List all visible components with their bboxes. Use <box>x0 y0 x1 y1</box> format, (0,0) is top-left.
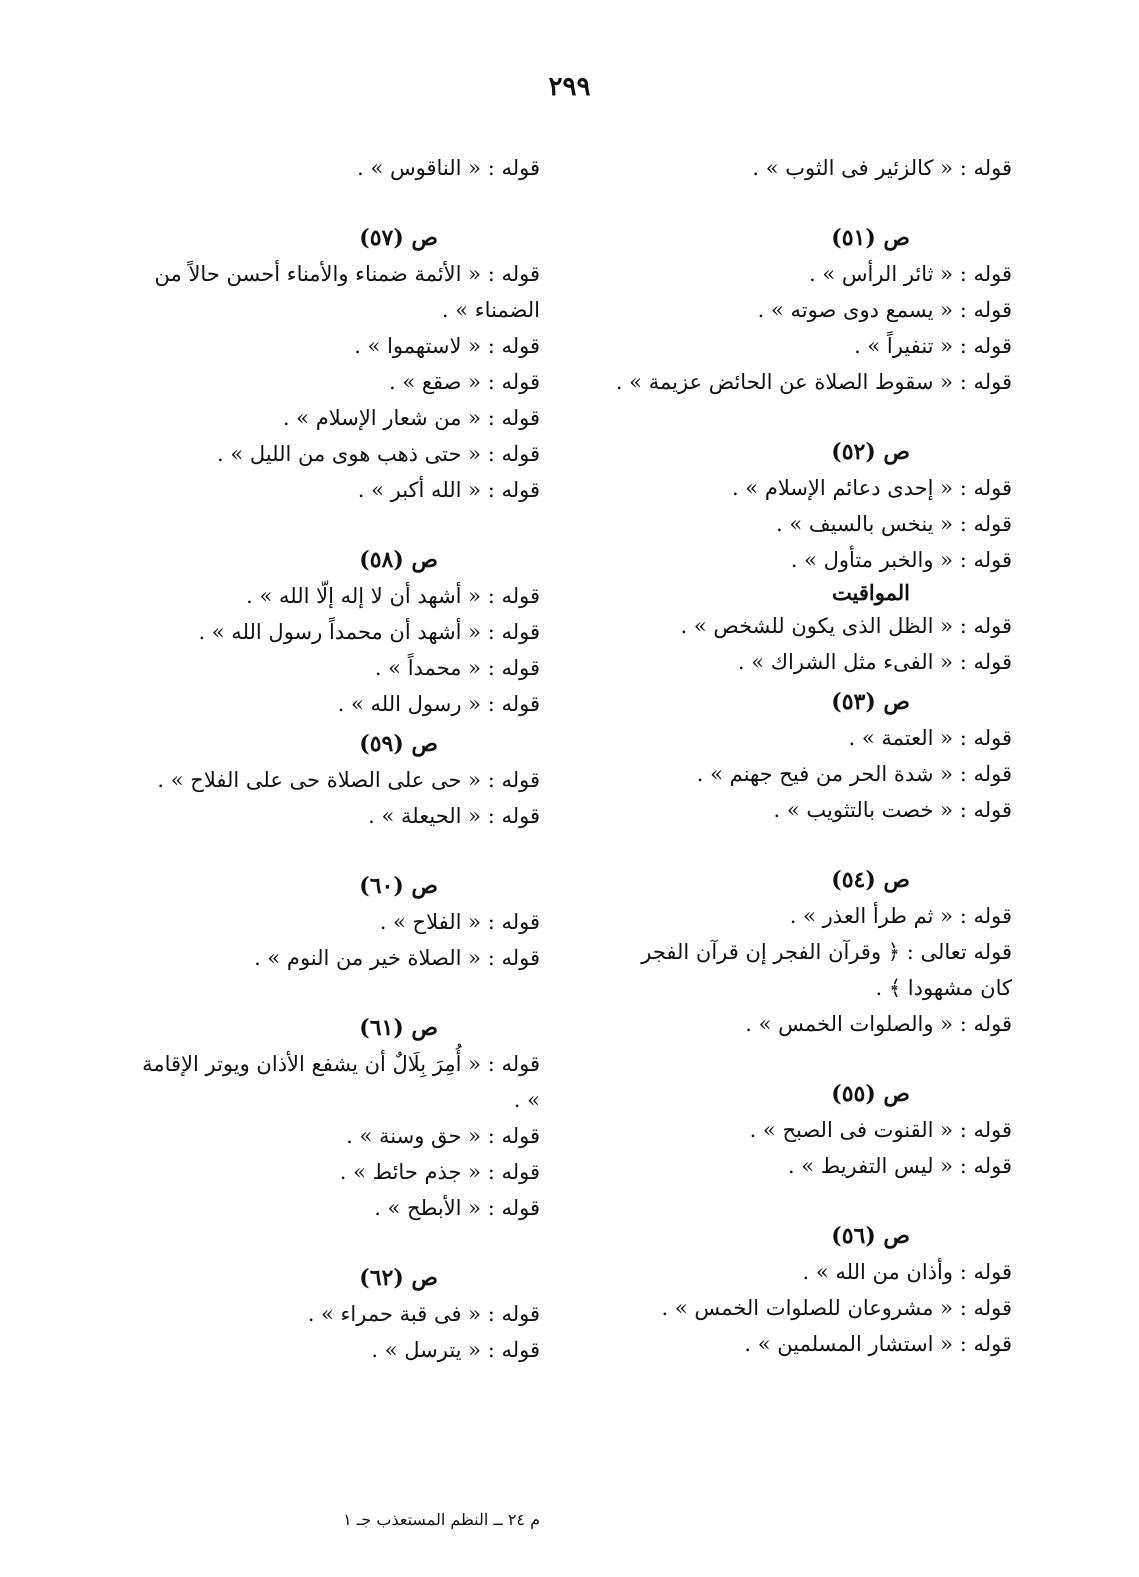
entry-line: قوله : « شدة الحر من فيح جهنم » . <box>696 762 1012 786</box>
entry-line: قوله : « استشار المسلمين » . <box>744 1332 1012 1356</box>
section-heading: ص (٥٥) <box>831 1081 910 1107</box>
entry-line: قوله : « سقوط الصلاة عن الحائض عزيمة » . <box>615 370 1012 394</box>
section-heading: ص (٥٨) <box>359 547 438 573</box>
entry-line: قوله : « ثم طرأ العذر » . <box>789 904 1012 928</box>
section-heading: ص (٦١) <box>359 1015 438 1041</box>
section-heading: ص (٥٩) <box>359 731 438 757</box>
entry-line: قوله : « حتى ذهب هوى من الليل » . <box>217 442 540 466</box>
entry-line: قوله : « رسول الله » . <box>337 692 540 716</box>
entry-line: قوله : « القنوت فى الصبح » . <box>749 1118 1012 1142</box>
entry-line: قوله : « الظل الذى يكون للشخص » . <box>680 614 1012 638</box>
entry-line: قوله : « محمداً » . <box>374 656 540 680</box>
entry-line: قوله تعالى : ﴿ وقرآن الفجر إن قرآن الفجر كان مشهودا ﴾ . <box>641 940 1012 1000</box>
entry-line: قوله : « الحيعلة » . <box>368 804 540 828</box>
entry-line: قوله : « أشهد أن محمداً رسول الله » . <box>198 620 540 644</box>
entry-line: قوله : « والصلوات الخمس » . <box>745 1012 1012 1036</box>
entry-line: قوله : « أشهد أن لا إله إلّا الله » . <box>246 584 540 608</box>
left-column <box>140 150 540 1368</box>
section-heading: ص (٥٢) <box>831 439 910 465</box>
entry-line: قوله : « حق وسنة » . <box>346 1124 540 1148</box>
entry-line: قوله : « الصلاة خير من النوم » . <box>254 946 540 970</box>
entry-line: قوله : « مشروعان للصلوات الخمس » . <box>661 1296 1012 1320</box>
section-heading: ص (٥٦) <box>831 1223 910 1249</box>
entry-line: قوله : « خصت بالتثويب » . <box>773 798 1012 822</box>
entry-line: قوله : « يسمع دوى صوته » . <box>757 298 1012 322</box>
section-subheading: المواقيت <box>831 580 910 605</box>
entry-line: قوله : « إحدى دعائم الإسلام » . <box>731 476 1012 500</box>
entry-line: قوله : « الناقوس » . <box>357 156 540 180</box>
entry-line: قوله : « من شعار الإسلام » . <box>282 406 540 430</box>
section-heading: ص (٥٤) <box>831 867 910 893</box>
entry-line: قوله : « كالزئير فى الثوب » . <box>752 156 1012 180</box>
entry-line: قوله : « الأئمة ضمناء والأمناء أحسن حالاً من الضمناء » . <box>154 262 540 322</box>
section-heading: ص (٦٠) <box>359 873 438 899</box>
entry-line: قوله : « يترسل » . <box>371 1338 540 1362</box>
footer-signature: م ٢٤ ــ النظم المستعذب جـ ١ <box>343 1510 540 1529</box>
entry-line: قوله : « فى قبة حمراء » . <box>307 1302 540 1326</box>
entry-line: قوله : « لاستهموا » . <box>354 334 540 358</box>
entry-line: قوله : « أُمِرَ بِلَالٌ أن يشفع الأذان ويوتر الإقامة » . <box>142 1052 540 1112</box>
entry-line: قوله : « ثائر الرأس » . <box>808 262 1012 286</box>
entry-line: قوله : « الفىء مثل الشراك » . <box>737 650 1012 674</box>
section-heading: ص (٦٢) <box>359 1265 438 1291</box>
right-column <box>612 150 1012 1362</box>
entry-line: قوله : « جذم حائط » . <box>339 1160 540 1184</box>
entry-line: قوله : « تنفيراً » . <box>854 334 1012 358</box>
entry-line: قوله : « الله أكبر » . <box>357 478 540 502</box>
entry-line: قوله : « العتمة » . <box>848 726 1012 750</box>
entry-line: قوله : « حى على الصلاة حى على الفلاح » . <box>157 768 540 792</box>
entry-line: قوله : « صقع » . <box>389 370 540 394</box>
entry-line: قوله : « ينخس بالسيف » . <box>775 512 1012 536</box>
entry-line: قوله : « الفلاح » . <box>379 910 540 934</box>
section-heading: ص (٥٣) <box>831 689 910 715</box>
entry-line: قوله : وأذان من الله » . <box>802 1260 1012 1284</box>
section-heading: ص (٥١) <box>831 225 910 251</box>
page-number: ٢٩٩ <box>548 72 591 102</box>
entry-line: قوله : « الأبطح » . <box>374 1196 540 1220</box>
entry-line: قوله : « والخبر متأول » . <box>790 548 1012 572</box>
entry-line: قوله : « ليس التفريط » . <box>787 1154 1012 1178</box>
section-heading: ص (٥٧) <box>359 225 438 251</box>
